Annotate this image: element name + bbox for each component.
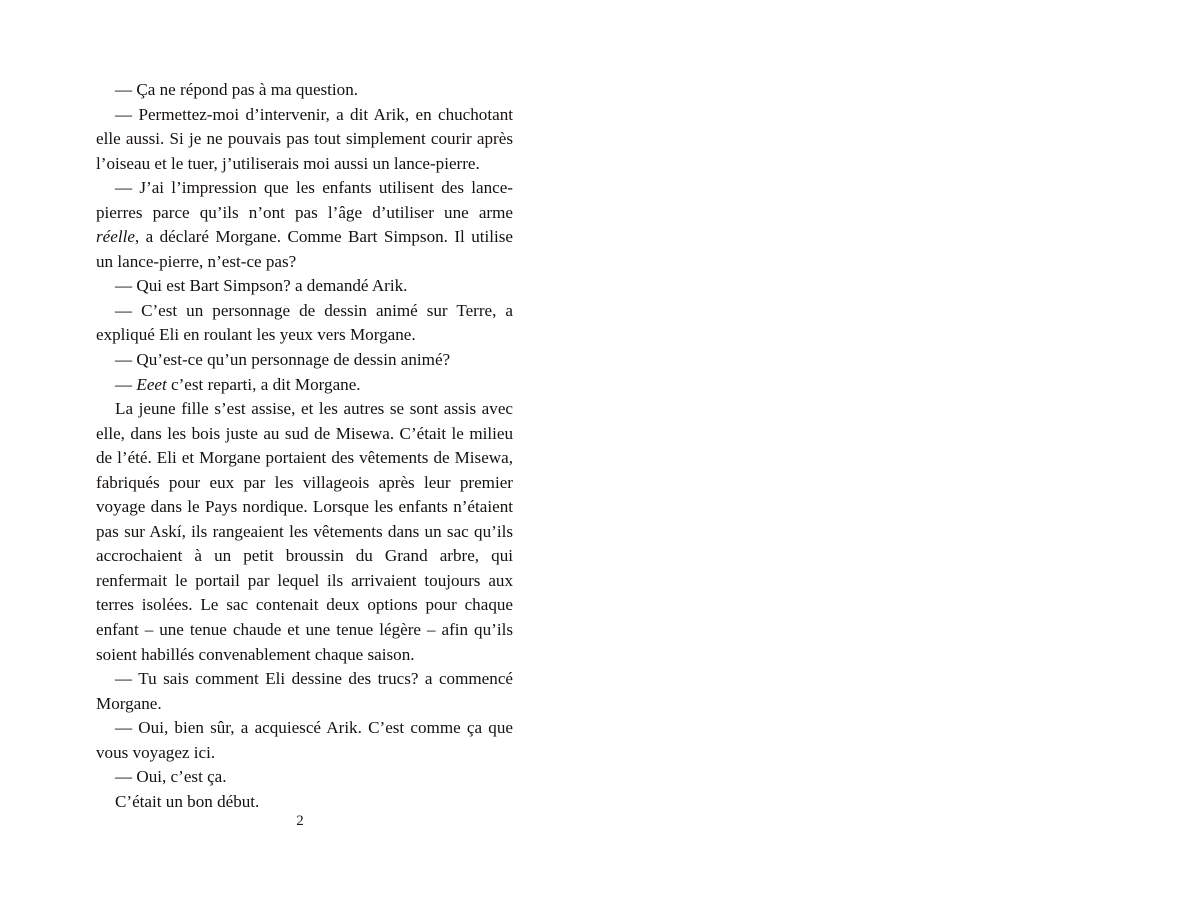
body-text: — J’ai l’impression que les enfants utilisent des lance-pierres parce qu’ils n’ont pas l’âge d’utiliser une arme — [96, 178, 513, 222]
paragraph — [96, 78, 513, 103]
paragraph — [96, 790, 513, 815]
body-text: La jeune fille s’est assise, et les autres se sont assis avec elle, dans les bois juste au sud de Misewa. C’était le milieu de l’été. Eli et Morgane portaient des vêtements de Misewa, fabriqués pour eux par les villageois après leur premier voyage dans le Pays nordique. Lorsque les enfants n’étaient pas sur Askí, ils rangeaient les vêtements dans un sac qu’ils accrochaient à un petit broussin du Grand arbre, qui renfermait le portail par lequel ils arrivaient toujours aux terres isolées. Le sac contenait deux options pour chaque enfant – une tenue chaude et une tenue légère – afin qu’ils soient habillés convenablement chaque saison. — [96, 399, 513, 664]
body-text: — Qu’est-ce qu’un personnage de dessin animé? — [115, 350, 451, 370]
paragraph — [96, 348, 513, 373]
page-right — [600, 0, 1200, 900]
body-text: — Ça ne répond pas à ma question. — [115, 80, 359, 99]
body-text: — Permettez-moi d’intervenir, a dit Arik, en chuchotant elle aussi. Si je ne pouvais pas tout simplement courir après l’oiseau et le tuer, j’utiliserais moi aussi un lance-pierre. — [96, 104, 513, 173]
paragraph — [96, 373, 513, 398]
emphasis-text: Eeet — [136, 374, 167, 394]
paragraph — [96, 274, 513, 299]
emphasis-text: réelle — [96, 227, 135, 247]
paragraph — [96, 765, 513, 790]
paragraph — [96, 397, 513, 667]
page-number-left: 2 — [296, 813, 304, 829]
paragraph — [96, 103, 513, 177]
body-text: C’était un bon début. — [115, 791, 260, 811]
body-text: — C’est un personnage de dessin animé sur Terre, a expliqué Eli en roulant les yeux vers Morgane. — [96, 300, 513, 345]
body-text: — Oui, c’est ça. — [115, 767, 227, 787]
body-text: — — [115, 374, 137, 394]
left-page-textblock — [96, 78, 513, 814]
paragraph — [96, 667, 513, 716]
body-text: — Oui, bien sûr, a acquiescé Arik. C’est comme ça que vous voyagez ici. — [96, 718, 513, 762]
body-text: — Tu sais comment Eli dessine des trucs? a commencé Morgane. — [96, 669, 513, 713]
body-text: c’est reparti, a dit Morgane. — [166, 374, 361, 394]
paragraph — [96, 299, 513, 348]
paragraph — [96, 176, 513, 274]
body-text: — Qui est Bart Simpson? a demandé Arik. — [115, 276, 408, 296]
paragraph — [96, 716, 513, 765]
body-text: , a déclaré Morgane. Comme Bart Simpson. Il utilise un lance-pierre, n’est-ce pas? — [96, 227, 513, 271]
